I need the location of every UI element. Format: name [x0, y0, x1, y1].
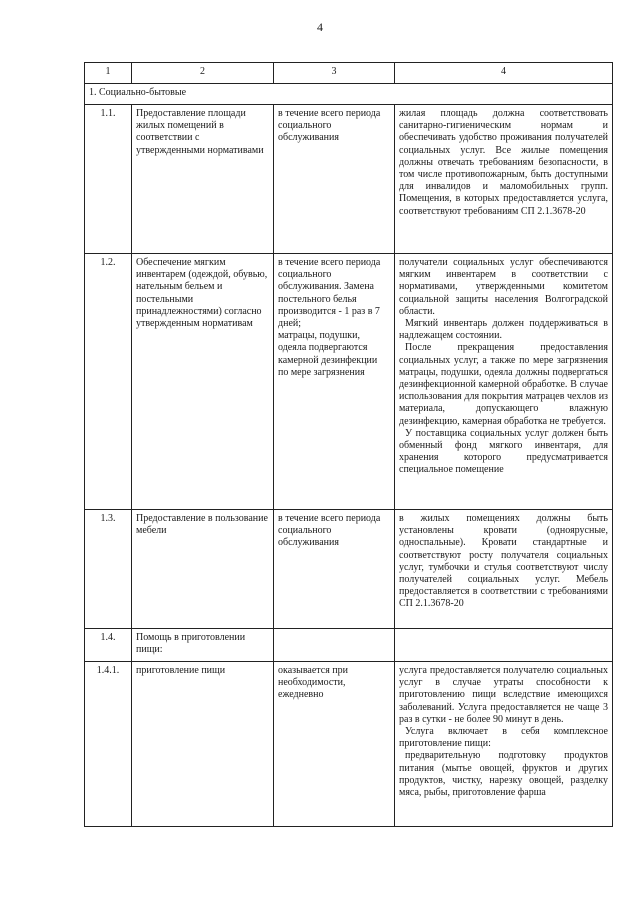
period-line: в течение всего периода социального обслуживания. Замена постельного белья производится - 1 раз в 7 дней;	[278, 257, 381, 330]
description-paragraph: Мягкий инвентарь должен поддерживаться в надлежащем состоянии.	[399, 318, 608, 342]
header-row	[85, 63, 613, 84]
description-paragraph: получатели социальных услуг обеспечиваются мягким инвентарем в соответствии с нормативами, утвержденными комитетом социальной защиты населения Волгоградской области.	[399, 257, 608, 317]
section-row	[85, 84, 613, 105]
service-description	[395, 662, 613, 827]
column-header-1: 1	[85, 63, 132, 84]
row-number: 1.1.	[85, 105, 132, 254]
service-period	[274, 662, 395, 827]
column-header-2: 2	[132, 63, 274, 84]
service-name: Предоставление в пользование мебели	[132, 510, 274, 629]
row-number: 1.3.	[85, 510, 132, 629]
table-row	[85, 105, 613, 254]
period-line: в течение всего периода социального обслуживания	[278, 108, 381, 144]
period-line: оказывается при необходимости, ежедневно	[278, 665, 349, 701]
table-row	[85, 629, 613, 662]
table-row	[85, 254, 613, 510]
service-description	[395, 629, 613, 662]
row-number: 1.4.1.	[85, 662, 132, 827]
service-period	[274, 510, 395, 629]
description-paragraph: После прекращения предоставления социальных услуг, а также по мере загрязнения матрацы, подушки, одеяла должны подвергаться дезинфекционной камерной обработке. В случае использования для покрытия матрацев чехлов из материала, допускающего влажную дезинфекцию, камерная обработка не требуется.	[399, 342, 608, 427]
section-title: 1. Социально-бытовые	[85, 84, 613, 105]
table-row	[85, 510, 613, 629]
description-paragraph: предварительную подготовку продуктов питания (мытье овощей, фруктов и других продуктов, чистку, нарезку овощей, разделку мяса, рыбы, приготовление фарша	[399, 750, 608, 799]
row-number: 1.4.	[85, 629, 132, 662]
service-description	[395, 254, 613, 510]
services-table	[84, 62, 613, 827]
service-period	[274, 629, 395, 662]
description-paragraph: Услуга включает в себя комплексное приготовление пищи:	[399, 726, 608, 750]
table-row	[85, 662, 613, 827]
period-line: матрацы, подушки, одеяла подвергаются камерной дезинфекции по мере загрязнения	[278, 330, 378, 378]
page-number: 4	[317, 20, 323, 34]
service-period	[274, 105, 395, 254]
column-header-4: 4	[395, 63, 613, 84]
description-paragraph: У поставщика социальных услуг должен быть обменный фонд мягкого инвентаря, для хранения которого предусматривается специальное помещение	[399, 427, 608, 476]
description-paragraph: в жилых помещениях должны быть установлены кровати (одноярусные, односпальные). Кровати стандартные и соответствуют росту получателя социальных услуг, тумбочки и стулья соответствуют числу получателей социальных услуг. Мебель предоставляется в соответствии с требованиями СП 2.1.3678-20	[399, 513, 608, 610]
service-description	[395, 105, 613, 254]
service-name: Помощь в приготовлении пищи:	[132, 629, 274, 662]
description-paragraph: услуга предоставляется получателю социальных услуг в случае утраты способности к приготовлению пищи вследствие имеющихся заболеваний. Услуга предоставляется не чаще 3 раз в сутки - не более 90 минут в день.	[399, 665, 608, 725]
description-paragraph: жилая площадь должна соответствовать санитарно-гигиеническим нормам и обеспечивать удобство проживания получателей социальных услуг. Все жилые помещения должны отвечать требованиям безопасности, в том числе противопожарным, быть доступными для инвалидов и маломобильных групп. Помещения, в которых предоставляется услуга, соответствуют требованиям СП 2.1.3678-20	[399, 108, 608, 217]
column-header-3: 3	[274, 63, 395, 84]
service-name: Предоставление площади жилых помещений в соответствии с утвержденными нормативами	[132, 105, 274, 254]
service-name: приготовление пищи	[132, 662, 274, 827]
period-line: в течение всего периода социального обслуживания	[278, 513, 381, 549]
row-number: 1.2.	[85, 254, 132, 510]
service-period	[274, 254, 395, 510]
service-name: Обеспечение мягким инвентарем (одеждой, обувью, нательным бельем и постельными принадлежностями) согласно утвержденным нормативам	[132, 254, 274, 510]
service-description	[395, 510, 613, 629]
